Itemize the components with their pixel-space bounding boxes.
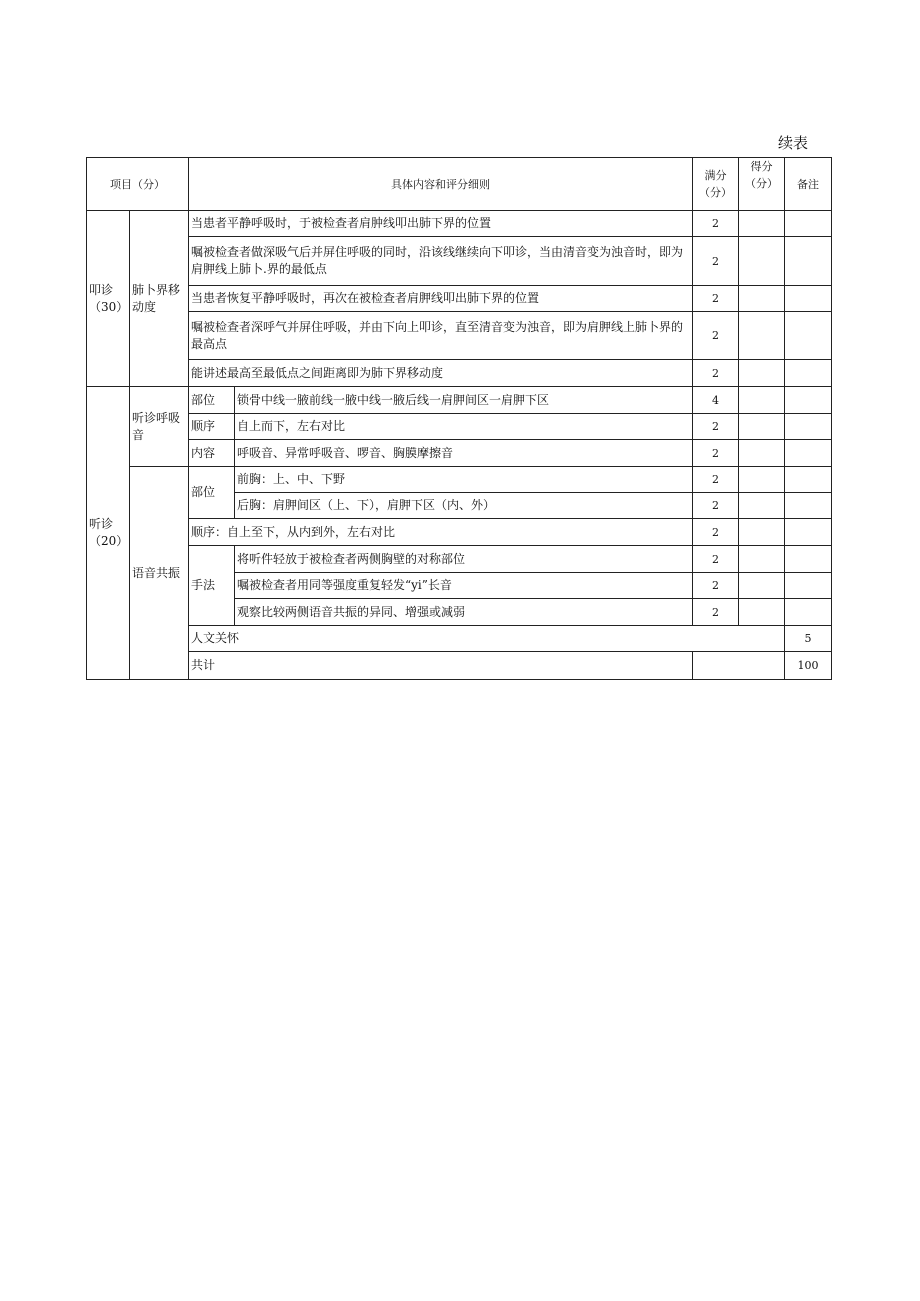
row-full-score: 2 bbox=[693, 519, 739, 546]
score-cell[interactable] bbox=[739, 211, 785, 237]
row-key: 手法 bbox=[189, 546, 235, 626]
breath-sound-label: 听诊呼吸音 bbox=[130, 387, 189, 467]
table-row bbox=[87, 312, 832, 360]
score-cell[interactable] bbox=[739, 519, 785, 546]
row-full-score: 2 bbox=[693, 414, 739, 440]
row-text: 锁骨中线一腋前线一腋中线一腋后线一肩胛间区一肩胛下区 bbox=[235, 387, 693, 414]
table-row bbox=[87, 626, 832, 652]
header-content: 具体内容和评分细则 bbox=[189, 158, 693, 211]
row-text: 能讲述最高至最低点之间距离即为肺下界移动度 bbox=[189, 360, 693, 387]
humanistic-label: 人文关怀 bbox=[189, 626, 785, 652]
scoring-table bbox=[86, 157, 832, 680]
row-text: 前胸：上、中、下野 bbox=[235, 467, 693, 493]
table-row bbox=[87, 286, 832, 312]
row-full-score: 4 bbox=[693, 387, 739, 414]
row-full-score: 2 bbox=[693, 286, 739, 312]
row-text: 观察比较两侧语音共振的异同、增强或减弱 bbox=[235, 599, 693, 626]
row-text: 自上而下，左右对比 bbox=[235, 414, 693, 440]
score-cell[interactable] bbox=[739, 387, 785, 414]
score-cell[interactable] bbox=[739, 546, 785, 573]
score-cell[interactable] bbox=[739, 360, 785, 387]
remark-cell[interactable] bbox=[785, 211, 832, 237]
score-cell[interactable] bbox=[739, 467, 785, 493]
row-text: 将听件轻放于被检查者两侧胸壁的对称部位 bbox=[235, 546, 693, 573]
score-cell[interactable] bbox=[739, 286, 785, 312]
table-row bbox=[87, 467, 832, 493]
auscultation-label: 听诊（20） bbox=[87, 387, 130, 680]
score-cell[interactable] bbox=[739, 440, 785, 467]
remark-cell[interactable] bbox=[785, 286, 832, 312]
score-cell[interactable] bbox=[739, 573, 785, 599]
row-text: 当患者平静呼吸时，于被检查者肩肿线叩出肺下界的位置 bbox=[189, 211, 693, 237]
remark-cell[interactable] bbox=[785, 519, 832, 546]
row-full-score: 2 bbox=[693, 237, 739, 286]
table-row bbox=[87, 387, 832, 414]
row-full-score: 2 bbox=[693, 493, 739, 519]
table-row bbox=[87, 360, 832, 387]
remark-cell[interactable] bbox=[785, 599, 832, 626]
score-cell[interactable] bbox=[739, 599, 785, 626]
row-text: 嘱被检查者做深吸气后并屏住呼吸的同时，沿该线继续向下叩诊，当由清音变为浊音时，即为肩胛线上肺卜.界的最低点 bbox=[189, 237, 693, 286]
table-row bbox=[87, 519, 832, 546]
row-text: 嘱被检查者深呼气并屏住呼吸，并由下向上叩诊，直至清音变为浊音，即为肩胛线上肺卜界的最高点 bbox=[189, 312, 693, 360]
header-remark: 备注 bbox=[785, 158, 832, 211]
remark-cell[interactable] bbox=[785, 387, 832, 414]
header-item: 项目（分） bbox=[87, 158, 189, 211]
row-key: 顺序 bbox=[189, 414, 235, 440]
remark-cell[interactable] bbox=[785, 467, 832, 493]
row-key: 内容 bbox=[189, 440, 235, 467]
score-cell[interactable] bbox=[739, 414, 785, 440]
row-text: 后胸：肩胛间区（上、下），肩胛下区（内、外） bbox=[235, 493, 693, 519]
row-text: 嘱被检查者用同等强度重复轻发“yi”长音 bbox=[235, 573, 693, 599]
remark-cell[interactable] bbox=[785, 237, 832, 286]
percussion-label: 叩诊（30） bbox=[87, 211, 130, 387]
header-got-score: 得分（分） bbox=[739, 158, 785, 211]
score-cell[interactable] bbox=[739, 237, 785, 286]
remark-cell[interactable] bbox=[785, 414, 832, 440]
table-row bbox=[87, 440, 832, 467]
remark-cell[interactable] bbox=[785, 546, 832, 573]
table-row bbox=[87, 237, 832, 286]
row-text: 呼吸音、异常呼吸音、啰音、胸膜摩擦音 bbox=[235, 440, 693, 467]
score-cell[interactable] bbox=[739, 493, 785, 519]
table-row bbox=[87, 211, 832, 237]
vocal-resonance-label: 语音共振 bbox=[130, 467, 189, 680]
row-full-score: 5 bbox=[785, 626, 832, 652]
remark-cell[interactable] bbox=[785, 360, 832, 387]
row-full-score: 2 bbox=[693, 360, 739, 387]
row-full-score: 2 bbox=[693, 312, 739, 360]
total-label: 共计 bbox=[189, 652, 693, 680]
table-header-row bbox=[87, 158, 832, 211]
header-full-score: 满分（分） bbox=[693, 158, 739, 211]
row-text: 顺序：自上至下，从内到外，左右对比 bbox=[189, 519, 693, 546]
table-row bbox=[87, 652, 832, 680]
remark-cell[interactable] bbox=[785, 573, 832, 599]
row-text: 当患者恢复平静呼吸时，再次在被检查者肩胛线叩出肺下界的位置 bbox=[189, 286, 693, 312]
row-key: 部位 bbox=[189, 467, 235, 519]
row-full-score: 2 bbox=[693, 546, 739, 573]
percussion-sub-label: 肺卜界移动度 bbox=[130, 211, 189, 387]
table-row bbox=[87, 414, 832, 440]
continued-title: 续表 bbox=[778, 134, 809, 152]
remark-cell[interactable] bbox=[785, 493, 832, 519]
row-full-score: 2 bbox=[693, 467, 739, 493]
total-full-score: 100 bbox=[785, 652, 832, 680]
row-key: 部位 bbox=[189, 387, 235, 414]
row-full-score: 2 bbox=[693, 573, 739, 599]
row-full-score: 2 bbox=[693, 440, 739, 467]
row-full-score: 2 bbox=[693, 211, 739, 237]
table-row bbox=[87, 546, 832, 573]
total-content-cell bbox=[693, 652, 785, 680]
score-cell[interactable] bbox=[739, 312, 785, 360]
remark-cell[interactable] bbox=[785, 440, 832, 467]
remark-cell[interactable] bbox=[785, 312, 832, 360]
row-full-score: 2 bbox=[693, 599, 739, 626]
